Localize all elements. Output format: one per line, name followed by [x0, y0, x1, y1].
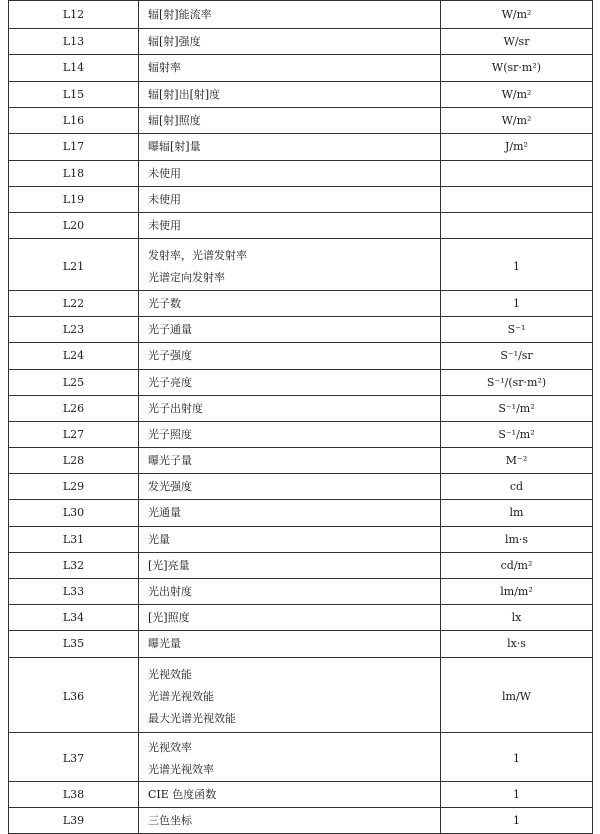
- row-quantity-name: [139, 474, 441, 500]
- quantity-name-line: 辐[射]强度: [148, 34, 201, 48]
- row-code: L35: [9, 631, 139, 658]
- row-quantity-name: [139, 1, 441, 29]
- quantity-name-line: 最大光谱光视效能: [148, 712, 236, 725]
- row-code: L37: [9, 733, 139, 782]
- row-quantity-name: [139, 161, 441, 187]
- quantity-name-line: 光视效率: [148, 741, 192, 754]
- table-row: [9, 579, 593, 605]
- table-row: [9, 29, 593, 55]
- row-unit: S⁻¹/(sr·m²): [441, 370, 593, 396]
- table-row: [9, 605, 593, 631]
- row-code: L17: [9, 134, 139, 161]
- row-quantity-name: [139, 213, 441, 239]
- row-unit: [441, 213, 593, 239]
- row-code: L30: [9, 500, 139, 527]
- table-row: [9, 370, 593, 396]
- row-code: L29: [9, 474, 139, 500]
- table-row: [9, 553, 593, 579]
- table-row: [9, 317, 593, 343]
- quantity-name-line: 曝辐[射]量: [148, 140, 201, 153]
- row-unit: lm/W: [441, 658, 593, 733]
- row-code: L15: [9, 82, 139, 108]
- row-code: L18: [9, 161, 139, 187]
- row-unit: [441, 161, 593, 187]
- row-unit: 1: [441, 808, 593, 834]
- quantity-name-line: 未使用: [148, 192, 181, 206]
- row-code: L19: [9, 187, 139, 213]
- table-row: [9, 213, 593, 239]
- row-code: L26: [9, 396, 139, 422]
- table-row: [9, 474, 593, 500]
- quantity-name-line: [光]照度: [148, 610, 190, 624]
- row-unit: [441, 187, 593, 213]
- quantity-name-line: 光谱光视效率: [148, 763, 214, 776]
- quantity-name-line: 曝光子量: [148, 453, 192, 467]
- quantity-name-line: 光视效能: [148, 668, 192, 681]
- row-code: L28: [9, 448, 139, 474]
- table-row: [9, 500, 593, 527]
- quantity-name-line: 发射率，光谱发射率: [148, 248, 247, 262]
- row-quantity-name: [139, 82, 441, 108]
- row-unit: S⁻¹: [441, 317, 593, 343]
- quantity-name-line: 光子出射度: [148, 401, 203, 415]
- row-unit: S⁻¹/sr: [441, 343, 593, 370]
- table-row: [9, 527, 593, 553]
- row-quantity-name: [139, 239, 441, 291]
- quantity-name-line: 光出射度: [148, 584, 192, 598]
- row-quantity-name: [139, 343, 441, 370]
- table-row: [9, 733, 593, 782]
- row-unit: cd: [441, 474, 593, 500]
- row-unit: lm·s: [441, 527, 593, 553]
- quantity-name-line: [光]亮量: [148, 558, 190, 572]
- row-unit: 1: [441, 733, 593, 782]
- table-row: [9, 82, 593, 108]
- row-code: L24: [9, 343, 139, 370]
- row-quantity-name: [139, 29, 441, 55]
- quantity-name-line: 曝光量: [148, 637, 181, 650]
- row-code: L22: [9, 291, 139, 317]
- quantity-name-line: 辐[射]能流率: [148, 7, 212, 21]
- row-code: L33: [9, 579, 139, 605]
- row-quantity-name: [139, 448, 441, 474]
- table-row: [9, 161, 593, 187]
- row-quantity-name: [139, 579, 441, 605]
- quantity-name-line: 三色坐标: [148, 813, 192, 827]
- row-unit: lm: [441, 500, 593, 527]
- row-code: L36: [9, 658, 139, 733]
- quantity-name-line: 光谱光视效能: [148, 690, 214, 703]
- table-row: [9, 1, 593, 29]
- quantity-name-line: 辐[射]照度: [148, 113, 201, 127]
- table-row: [9, 631, 593, 658]
- row-code: L32: [9, 553, 139, 579]
- row-unit: lx·s: [441, 631, 593, 658]
- quantity-name-line: 辐[射]出[射]度: [148, 87, 221, 101]
- row-unit: W/sr: [441, 29, 593, 55]
- quantity-name-line: 光谱定向发射率: [148, 270, 225, 284]
- unit-code-table: [8, 0, 593, 834]
- quantity-name-line: 光子数: [148, 296, 181, 310]
- row-quantity-name: [139, 733, 441, 782]
- row-code: L39: [9, 808, 139, 834]
- row-quantity-name: [139, 527, 441, 553]
- row-unit: W/m²: [441, 82, 593, 108]
- quantity-name-line: 光量: [148, 532, 170, 546]
- row-code: L27: [9, 422, 139, 448]
- row-quantity-name: [139, 108, 441, 134]
- row-unit: lx: [441, 605, 593, 631]
- row-unit: 1: [441, 239, 593, 291]
- table-row: [9, 422, 593, 448]
- row-unit: W/m²: [441, 108, 593, 134]
- row-unit: 1: [441, 291, 593, 317]
- row-code: L34: [9, 605, 139, 631]
- row-code: L23: [9, 317, 139, 343]
- table-row: [9, 448, 593, 474]
- quantity-name-line: 辐射率: [148, 61, 181, 74]
- quantity-name-line: 未使用: [148, 218, 181, 232]
- row-quantity-name: [139, 782, 441, 808]
- row-unit: S⁻¹/m²: [441, 396, 593, 422]
- row-quantity-name: [139, 291, 441, 317]
- row-unit: cd/m²: [441, 553, 593, 579]
- row-code: L16: [9, 108, 139, 134]
- row-quantity-name: [139, 370, 441, 396]
- quantity-name-line: 未使用: [148, 166, 181, 180]
- row-quantity-name: [139, 317, 441, 343]
- quantity-name-line: 光子照度: [148, 427, 192, 441]
- row-unit: S⁻¹/m²: [441, 422, 593, 448]
- table-row: [9, 239, 593, 291]
- row-unit: lm/m²: [441, 579, 593, 605]
- row-quantity-name: [139, 187, 441, 213]
- row-quantity-name: [139, 631, 441, 658]
- table-row: [9, 782, 593, 808]
- row-unit: 1: [441, 782, 593, 808]
- row-code: L38: [9, 782, 139, 808]
- row-unit: W(sr·m²): [441, 55, 593, 82]
- row-quantity-name: [139, 500, 441, 527]
- row-quantity-name: [139, 605, 441, 631]
- table-row: [9, 291, 593, 317]
- table-row: [9, 55, 593, 82]
- unit-code-table-body: [9, 1, 593, 834]
- quantity-name-line: CIE 色度函数: [148, 787, 217, 801]
- quantity-name-line: 光子强度: [148, 349, 192, 362]
- row-quantity-name: [139, 55, 441, 82]
- row-code: L14: [9, 55, 139, 82]
- table-row: [9, 134, 593, 161]
- table-row: [9, 658, 593, 733]
- quantity-name-line: 光子亮度: [148, 375, 192, 389]
- row-unit: M⁻²: [441, 448, 593, 474]
- row-unit: J/m²: [441, 134, 593, 161]
- row-code: L21: [9, 239, 139, 291]
- table-row: [9, 396, 593, 422]
- row-code: L12: [9, 1, 139, 29]
- row-quantity-name: [139, 658, 441, 733]
- row-code: L25: [9, 370, 139, 396]
- table-row: [9, 108, 593, 134]
- row-quantity-name: [139, 134, 441, 161]
- quantity-name-line: 光子通量: [148, 322, 192, 336]
- quantity-name-line: 发光强度: [148, 479, 192, 493]
- row-quantity-name: [139, 422, 441, 448]
- table-row: [9, 343, 593, 370]
- table-row: [9, 187, 593, 213]
- row-unit: W/m²: [441, 1, 593, 29]
- row-quantity-name: [139, 396, 441, 422]
- row-code: L31: [9, 527, 139, 553]
- row-code: L20: [9, 213, 139, 239]
- row-quantity-name: [139, 808, 441, 834]
- table-row: [9, 808, 593, 834]
- row-code: L13: [9, 29, 139, 55]
- quantity-name-line: 光通量: [148, 506, 181, 519]
- row-quantity-name: [139, 553, 441, 579]
